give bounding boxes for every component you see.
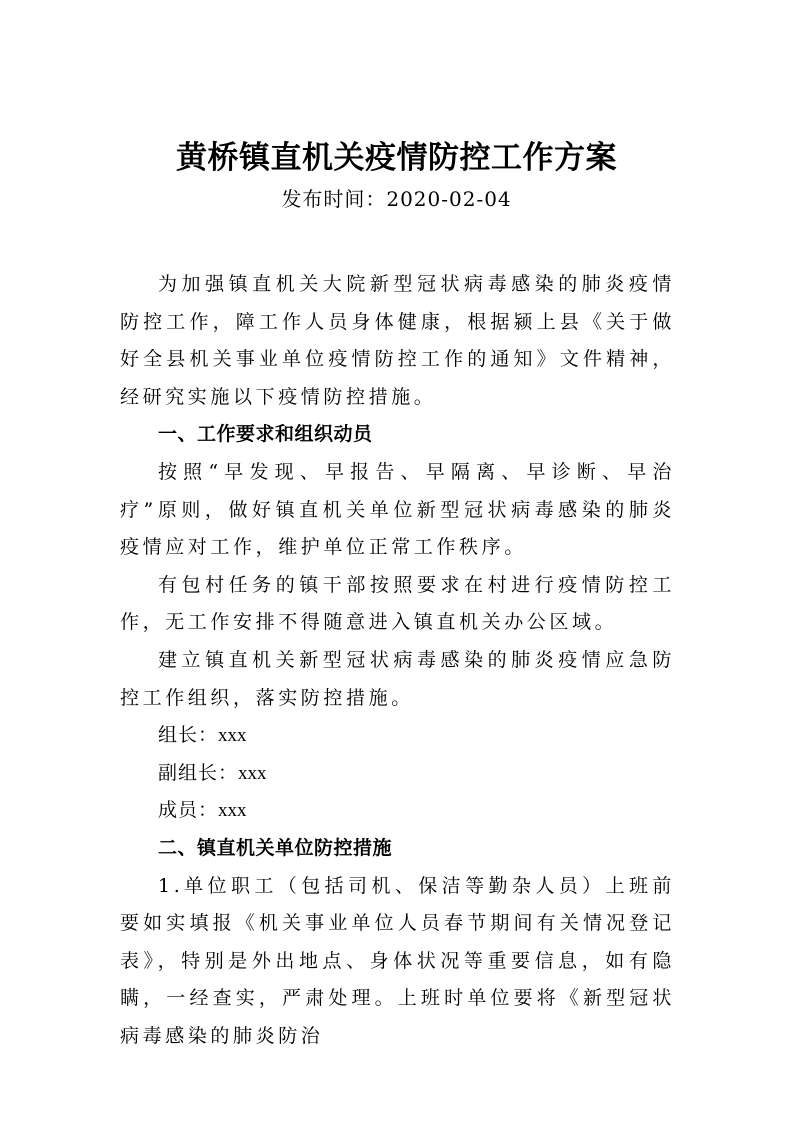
section1-paragraph: 有包村任务的镇干部按照要求在村进行疫情防控工作，无工作安排不得随意进入镇直机关办公区域。 (120, 573, 675, 634)
role-label: 组长： (158, 724, 219, 747)
role-label: 成员： (158, 799, 219, 822)
document-title: 黄桥镇直机关疫情防控工作方案 (176, 140, 617, 176)
section1-paragraph: 按照“早发现、早报告、早隔离、早诊断、早治疗”原则，做好镇直机关单位新型冠状病毒感染的肺炎疫情应对工作，维护单位正常工作秩序。 (120, 460, 675, 559)
role-value: xxx (218, 725, 247, 747)
role-leader (120, 717, 675, 755)
role-members (120, 792, 675, 830)
intro-paragraph: 为加强镇直机关大院新型冠状病毒感染的肺炎疫情防控工作，障工作人员身体健康，根据颍上县《关于做好全县机关事业单位疫情防控工作的通知》文件精神，经研究实施以下疫情防控措施。 (120, 273, 675, 408)
role-label: 副组长： (158, 761, 239, 784)
role-value: xxx (238, 762, 267, 784)
role-deputy-leader (120, 755, 675, 793)
role-value: xxx (218, 800, 247, 822)
document-body (120, 266, 675, 1055)
section-heading-1: 一、工作要求和组织动员 (158, 423, 373, 446)
section-heading-2: 二、镇直机关单位防控措施 (158, 836, 393, 859)
section2-paragraph: 1.单位职工（包括司机、保洁等勤杂人员）上班前要如实填报《机关事业单位人员春节期间有关情况登记表》，特别是外出地点、身体状况等重要信息，如有隐瞒，一经查实，严肃处理。上班时单位要将《新型冠状病毒感染的肺炎防治 (120, 874, 675, 1047)
publish-date: 发布时间：2020-02-04 (281, 187, 512, 211)
section1-paragraph: 建立镇直机关新型冠状病毒感染的肺炎疫情应急防控工作组织，落实防控措施。 (120, 648, 675, 709)
